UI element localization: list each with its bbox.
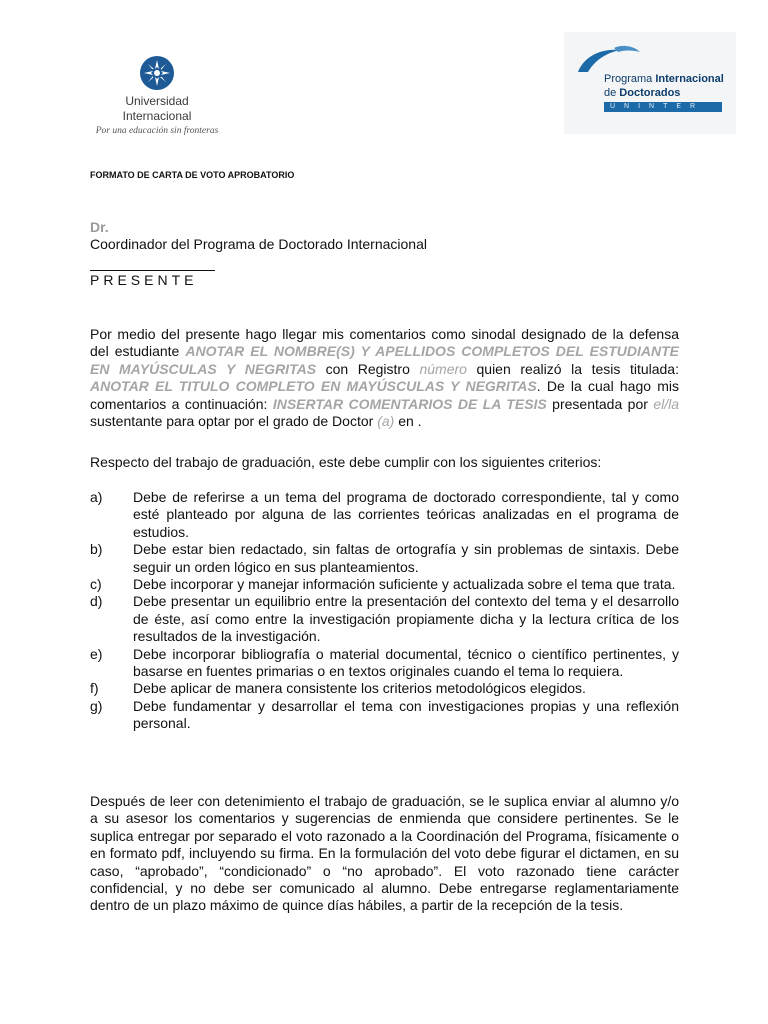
placeholder-thesis-title: ANOTAR EL TITULO COMPLETO EN MAYÚSCULAS Y NEGRITAS — [90, 378, 537, 395]
addressee: Coordinador del Programa de Doctorado Internacional — [90, 236, 427, 252]
list-item: e) Debe incorporar bibliografía o material documental, técnico o científico pertinentes, y basarse en fuentes primarias o en textos originales cuando el tema lo requiera. — [90, 645, 679, 680]
university-name-line1: Universidad — [125, 94, 189, 108]
intro-paragraph: Por medio del presente hago llegar mis comentarios como sinodal designado de la defensa del estudiante ANOTAR EL NOMBRE(S) Y APELLIDOS COMPLETOS DEL ESTUDIANTE EN MAYÚSCULAS Y NEGRITAS con Registro número quien realizó la tesis titulada: ANOTAR EL TITULO COMPLETO EN MAYÚSCULAS Y NEGRITAS. De la cual hago mis comentarios a continuación: INSERTAR COMENTARIOS DE LA TESIS presentada por el/la sustentante para optar por el grado de Doctor (a) en . — [90, 326, 679, 430]
placeholder-gender-article: el/la — [653, 395, 679, 412]
list-item: b) Debe estar bien redactado, sin faltas de ortografía y sin problemas de sintaxis. Debe seguir un orden lógico en sus planteamientos. — [90, 541, 679, 575]
closing-paragraph: Después de leer con detenimiento el trabajo de graduación, se le suplica enviar al alumno y/o a su asesor los comentarios y sugerencias de enmienda que considere pertinentes. Se le suplica entregar por separado el voto razonado a la Coordinación del Programa, físicamente o en formato pdf, incluyendo su firma. En la formulación del voto debe figurar el dictamen, en su caso, “aprobado”, “condicionado” o “no aprobado”. El voto razonado tiene carácter confidencial, y no debe ser comunicado al alumno. Debe entregarse reglamentariamente dentro de un plazo máximo de quince días hábiles, a partir de la recepción de la tesis. — [90, 793, 679, 914]
placeholder-student-name: ANOTAR EL NOMBRE(S) Y APELLIDOS COMPLETOS DEL ESTUDIANTE EN MAYÚSCULAS Y NEGRITAS — [90, 343, 679, 377]
criteria-intro: Respecto del trabajo de graduación, este debe cumplir con los siguientes criterios: — [90, 454, 602, 470]
list-item: g) Debe fundamentar y desarrollar el tema con investigaciones propias y una reflexión personal. — [90, 697, 679, 732]
list-item: d) Debe presentar un equilibrio entre la presentación del contexto del tema y el desarrollo de éste, así como entre la investigación propiamente dicha y la lectura crítica de los resultados de la investigación. — [90, 593, 679, 645]
list-item: a) Debe de referirse a un tema del programa de doctorado correspondiente, tal y como esté planteado por alguna de las corrientes teóricas analizadas en el programa de estudios. — [90, 489, 679, 540]
program-logo — [564, 32, 736, 134]
divider-line — [90, 270, 215, 271]
presente-label: PRESENTE — [90, 272, 198, 288]
program-name-line1: Programa Internacional — [604, 73, 724, 85]
university-logo — [92, 50, 222, 152]
criteria-list — [90, 489, 679, 733]
university-name-line2: Internacional — [122, 109, 192, 123]
placeholder-gender-suffix: (a) — [377, 413, 395, 430]
form-title: FORMATO DE CARTA DE VOTO APROBATORIO — [90, 170, 295, 180]
program-bar-text: UNINTER — [604, 102, 722, 112]
placeholder-registration-number: número — [419, 360, 467, 377]
salutation-dr: Dr. — [90, 219, 109, 235]
university-emblem-icon — [138, 54, 176, 92]
list-item: c) Debe incorporar y manejar información suficiente y actualizada sobre el tema que trata. — [90, 576, 676, 593]
placeholder-comments: INSERTAR COMENTARIOS DE LA TESIS — [272, 395, 547, 412]
program-swoosh-icon — [574, 42, 644, 76]
list-item: f) Debe aplicar de manera consistente los criterios metodológicos elegidos. — [90, 680, 586, 697]
university-slogan: Por una educación sin fronteras — [95, 126, 219, 136]
program-name-line2: de Doctorados — [604, 87, 681, 99]
